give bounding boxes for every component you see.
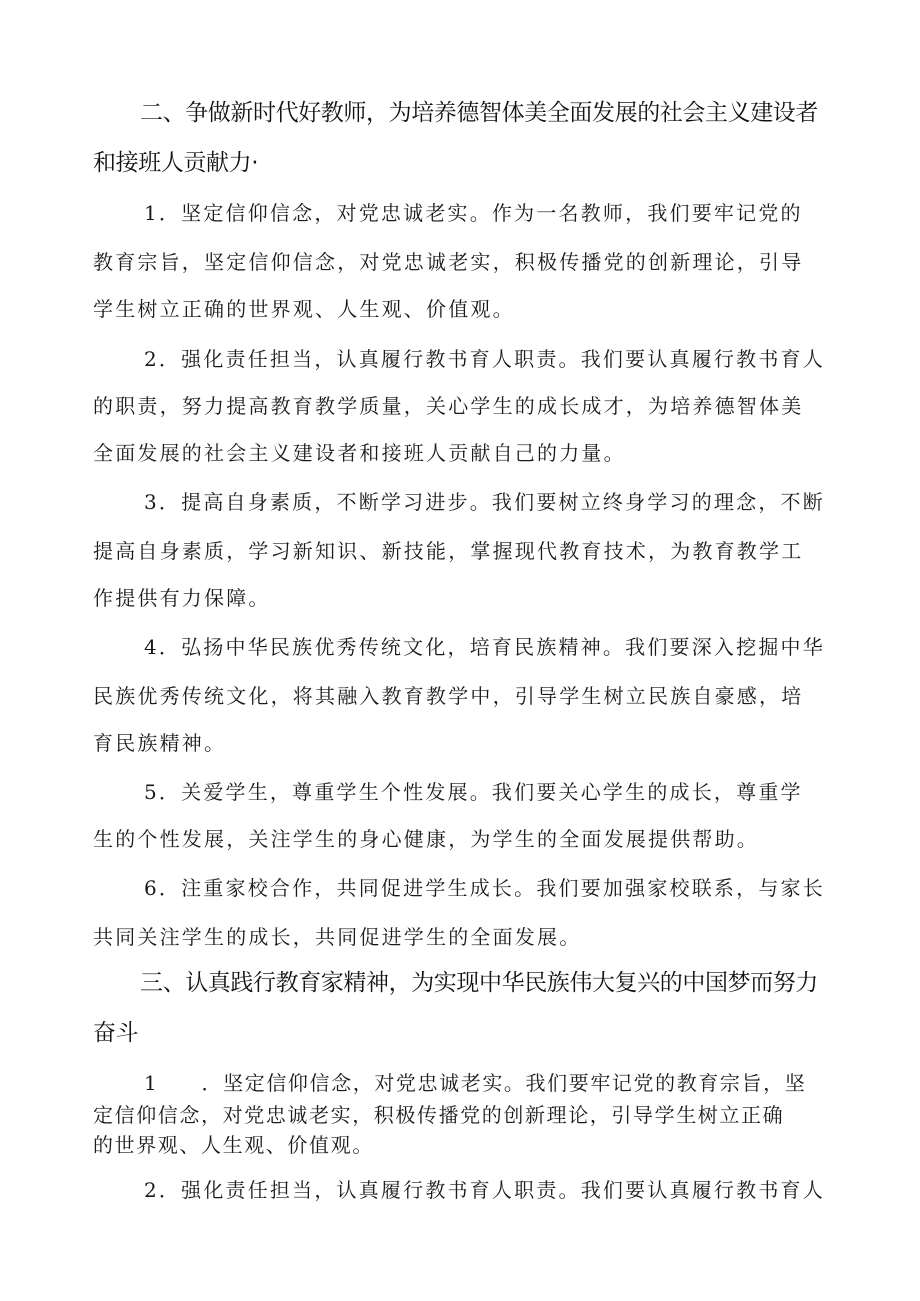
s2-item-4-line-2: 民族优秀传统文化，将其融入教育教学中，引导学生树立民族自豪感，培 bbox=[93, 684, 804, 708]
s2-item-4-line-1: 4．弘扬中华民族优秀传统文化，培育民族精神。我们要深入挖掘中华 bbox=[144, 635, 825, 659]
s2-item-2-line-2: 的职责，努力提高教育教学质量，关心学生的成长成才，为培养德智体美 bbox=[93, 394, 804, 418]
section-3-heading-line-2: 奋斗 bbox=[93, 1020, 139, 1046]
s2-item-5-line-2: 生的个性发展，关注学生的身心健康，为学生的全面发展提供帮助。 bbox=[93, 827, 759, 851]
s2-item-1-line-1: 1．坚定信仰信念，对党忠诚老实。作为一名教师，我们要牢记党的 bbox=[144, 201, 803, 225]
s2-item-5-line-1: 5．关爱学生，尊重学生个性发展。我们要关心学生的成长，尊重学 bbox=[144, 780, 803, 804]
s3-item-2-line-1: 2．强化责任担当，认真履行教书育人职责。我们要认真履行教书育人 bbox=[144, 1178, 825, 1202]
s2-item-6-line-2: 共同关注学生的成长，共同促进学生的全面发展。 bbox=[93, 925, 582, 949]
s2-item-3-line-1: 3．提高自身素质，不断学习进步。我们要树立终身学习的理念，不断 bbox=[144, 490, 825, 514]
section-2-heading-line-1: 二、争做新时代好教师，为培养德智体美全面发展的社会主义建设者 bbox=[140, 100, 819, 126]
s2-item-2-line-3: 全面发展的社会主义建设者和接班人贡献自己的力量。 bbox=[93, 441, 626, 465]
s2-item-2-line-1: 2．强化责任担当，认真履行教书育人职责。我们要认真履行教书育人 bbox=[144, 347, 825, 371]
s2-item-1-line-3: 学生树立正确的世界观、人生观、价值观。 bbox=[93, 297, 515, 321]
s2-item-3-line-2: 提高自身素质，学习新知识、新技能，掌握现代教育技术，为教育教学工 bbox=[93, 539, 804, 563]
s2-item-3-line-3: 作提供有力保障。 bbox=[93, 586, 271, 610]
s3-item-1-line-2: 定信仰信念，对党忠诚老实，积极传播党的创新理论，引导学生树立正确 bbox=[93, 1103, 785, 1127]
s2-item-6-line-1: 6．注重家校合作，共同促进学生成长。我们要加强家校联系，与家长 bbox=[144, 876, 825, 900]
s2-item-4-line-3: 育民族精神。 bbox=[93, 731, 227, 755]
s3-item-1-line-3: 的世界观、人生观、价值观。 bbox=[93, 1133, 374, 1157]
s2-item-1-line-2: 教育宗旨，坚定信仰信念，对党忠诚老实，积极传播党的创新理论，引导 bbox=[93, 250, 804, 274]
section-3-heading-line-1: 三、认真践行教育家精神，为实现中华民族伟大复兴的中国梦而努力 bbox=[140, 970, 819, 996]
section-2-heading-line-2: 和接班人贡献力· bbox=[93, 150, 259, 176]
s3-item-1-line-1: 1 ．坚定信仰信念，对党忠诚老实。我们要牢记党的教育宗旨，坚 bbox=[144, 1071, 807, 1095]
